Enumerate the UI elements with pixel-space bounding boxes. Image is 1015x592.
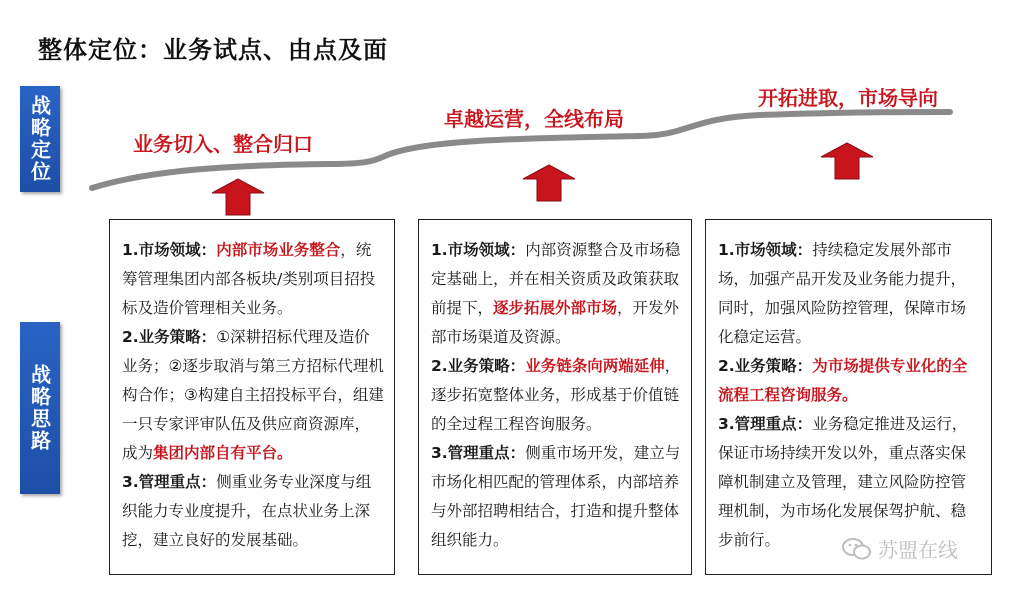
stage-1-box	[109, 219, 395, 575]
up-arrow-icon	[819, 141, 875, 181]
watermark	[842, 534, 958, 563]
strategy-section	[431, 352, 681, 439]
section-head: 3.管理重点：	[718, 415, 813, 433]
body-text: ，逐步拓宽整体业务，形成基于价值链的全过程工程咨询服务。	[431, 357, 681, 433]
market-section	[718, 236, 981, 352]
stage-label-2: 卓越运营，全线布局	[444, 107, 624, 131]
market-section	[122, 236, 384, 323]
wechat-icon	[842, 537, 872, 561]
section-head: 2.业务策略：	[718, 357, 813, 375]
highlight-text: 逐步拓展外部市场	[493, 299, 618, 317]
highlight-text: 内部市场业务整合	[216, 241, 341, 259]
section-head: 3.管理重点：	[431, 444, 526, 462]
section-head: 1.市场领域：	[718, 241, 813, 259]
section-head: 2.业务策略：	[431, 357, 526, 375]
body-text: ，统筹管理集团内部各板块/类别项目招投标及造价管理相关业务。	[122, 241, 376, 317]
section-head: 2.业务策略：	[122, 328, 217, 346]
body-text: 业务稳定推进及运行，保证市场持续开发以外，重点落实保障机制建立及管理，建立风险防控管理机制，为市场化发展保驾护航、稳步前行。	[718, 415, 968, 549]
market-section	[431, 236, 681, 352]
body-text: 内部资源整合及市场稳定基础上，并在相关资质及政策获取前提下，	[431, 241, 681, 317]
section-head: 3.管理重点：	[122, 473, 217, 491]
section-head: 1.市场领域：	[122, 241, 217, 259]
section-head: 1.市场领域：	[431, 241, 526, 259]
side-tab-thinking: 战略思路	[20, 322, 60, 494]
watermark-text: 苏盟在线	[878, 538, 958, 562]
strategy-section	[122, 323, 384, 468]
stage-3-box	[705, 219, 992, 575]
up-arrow-icon	[521, 163, 577, 203]
focus-section	[431, 439, 681, 555]
highlight-text: 业务链条向两端延伸	[525, 357, 665, 375]
body-text: 侧重业务专业深度与组织能力专业度提升，在点状业务上深挖，建立良好的发展基础。	[122, 473, 372, 549]
stage-label-3: 开拓进取，市场导向	[758, 86, 938, 110]
body-text: 侧重市场开发，建立与市场化相匹配的管理体系，内部培养与外部招聘相结合，打造和提升整体组织能力。	[431, 444, 681, 549]
up-arrow-icon	[210, 177, 266, 217]
strategy-section	[718, 352, 981, 410]
highlight-text: 为市场提供专业化的全流程工程咨询服务。	[718, 357, 968, 404]
body-text: 持续稳定发展外部市场，加强产品开发及业务能力提升，同时，加强风险防控管理，保障市场化稳定运营。	[718, 241, 967, 346]
stage-2-box	[418, 219, 692, 575]
focus-section	[122, 468, 384, 555]
page-title: 整体定位：业务试点、由点及面	[38, 36, 388, 64]
body-text: ①深耕招标代理及造价业务；②逐步取消与第三方招标代理机构合作；③构建自主招投标平台，组建一只专家评审队伍及供应商资源库，成为	[122, 328, 384, 462]
stage-label-1: 业务切入、整合归口	[133, 132, 313, 156]
side-tab-positioning: 战略定位	[20, 86, 60, 192]
body-text: ，开发外部市场渠道及资源。	[431, 299, 680, 346]
highlight-text: 集团内部自有平台。	[153, 444, 293, 462]
